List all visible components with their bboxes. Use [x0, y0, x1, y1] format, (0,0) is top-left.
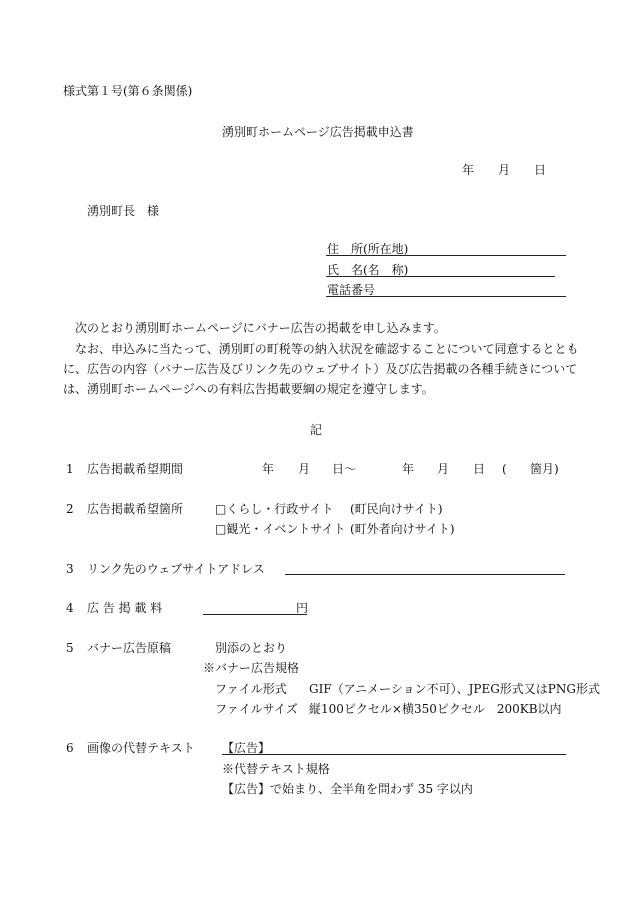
- item-2-label: 広告掲載希望箇所: [87, 502, 184, 516]
- file-size-label: ファイルサイズ: [215, 702, 298, 716]
- file-format-value: GIF（アニメーション不可）、JPEG形式又はPNG形式: [309, 682, 600, 696]
- item-1-end-day: 日: [473, 462, 486, 476]
- item-4-label: 広 告 掲 載 料: [87, 601, 163, 615]
- date-year: 年: [462, 163, 475, 177]
- item-1-start-month: 月: [298, 462, 311, 476]
- item-1-start-year: 年: [262, 462, 275, 476]
- option-tourism-site-note: (町外者向けサイト): [350, 522, 455, 536]
- item-1-end-month: 月: [437, 462, 450, 476]
- item-1-number: 1: [66, 462, 74, 476]
- item-5-label: バナー広告原稿: [87, 641, 172, 655]
- item-3-label: リンク先のウェブサイトアドレス: [87, 562, 265, 576]
- item-1-end-year: 年: [402, 462, 415, 476]
- body-line-3: に、広告の内容（バナー広告及びリンク先のウェブサイト）及び広告掲載の各種手続きについて: [63, 362, 578, 376]
- phone-label: 電話番号: [327, 283, 376, 297]
- website-address-field[interactable]: [285, 574, 565, 575]
- item-1-label: 広告掲載希望期間: [87, 462, 184, 476]
- option-tourism-site[interactable]: □観光・イベントサイト: [215, 522, 346, 536]
- item-1-start-day: 日～: [332, 462, 357, 476]
- option-living-site-note: (町民向けサイト): [350, 502, 443, 516]
- item-6-label: 画像の代替テキスト: [87, 741, 195, 755]
- name-field[interactable]: [326, 276, 555, 277]
- item-1-paren-open: (: [502, 462, 507, 476]
- alt-text-field[interactable]: [222, 754, 566, 755]
- phone-field[interactable]: [326, 296, 566, 297]
- file-size-value: 縦100ピクセル×横350ピクセル 200KB以内: [309, 702, 562, 716]
- file-format-label: ファイル形式: [215, 682, 287, 696]
- addressee: 湧別町長 様: [87, 204, 160, 218]
- alt-text-spec: 【広告】で始まり、全半角を問わず 35 字以内: [222, 782, 473, 796]
- option-living-site[interactable]: □くらし・行政サイト: [215, 502, 334, 516]
- banner-spec-title: ※バナー広告規格: [203, 661, 300, 675]
- alt-text-spec-title: ※代替テキスト規格: [222, 762, 330, 776]
- item-5-number: 5: [66, 641, 74, 655]
- address-field[interactable]: [326, 255, 566, 256]
- item-4-yen-unit: 円: [296, 601, 309, 615]
- item-6-number: 6: [66, 741, 74, 755]
- address-label: 住 所(所在地): [327, 242, 409, 256]
- alt-text-prefix: 【広告】: [222, 741, 271, 755]
- item-5-value: 別添のとおり: [215, 641, 288, 655]
- date-day: 日: [534, 163, 547, 177]
- name-label: 氏 名(名 称): [327, 263, 409, 277]
- item-4-number: 4: [66, 601, 74, 615]
- document-title: 湧別町ホームページ広告掲載申込書: [222, 125, 414, 139]
- item-1-months: 箇月): [530, 462, 559, 476]
- ad-fee-field[interactable]: [203, 614, 307, 615]
- body-line-2: なお、申込みに当たって、湧別町の町税等の納入状況を確認することについて同意するととも: [75, 342, 579, 356]
- item-2-number: 2: [66, 502, 74, 516]
- ki-heading: 記: [310, 423, 323, 437]
- body-line-4: は、湧別町ホームページへの有料広告掲載要綱の規定を遵守します。: [63, 382, 434, 396]
- date-month: 月: [498, 163, 511, 177]
- body-line-1: 次のとおり湧別町ホームページにバナー広告の掲載を申し込みます。: [75, 321, 446, 335]
- item-3-number: 3: [66, 562, 74, 576]
- form-number: 様式第１号(第６条関係): [63, 84, 193, 98]
